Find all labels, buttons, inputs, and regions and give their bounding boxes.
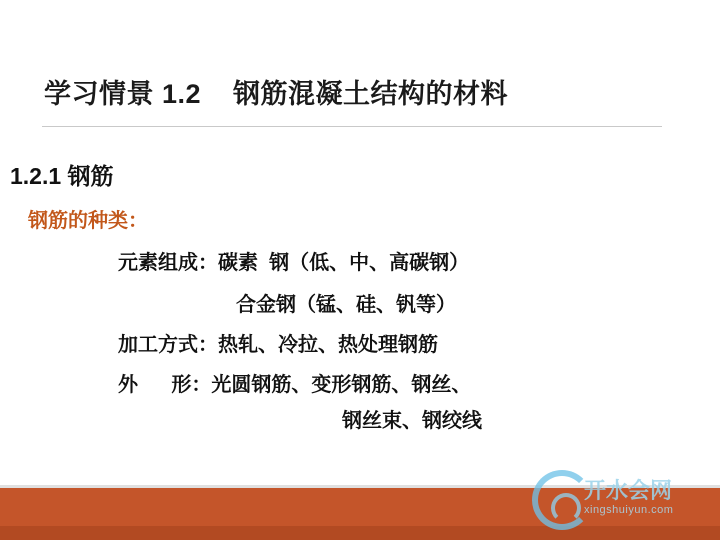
body-line: 加工方式：热轧、冷拉、热处理钢筋 [118,334,438,356]
footer-band-dark [0,526,720,540]
body-line: 合金钢（锰、硅、钒等） [236,294,456,316]
sub-heading: 钢筋的种类： [28,210,148,232]
body-line: 钢丝束、钢绞线 [342,410,482,432]
page-title: 学习情景 1.2 钢筋混凝土结构的材料 [44,79,509,109]
title-divider [42,126,662,127]
section-heading: 1.2.1 钢筋 [10,163,114,189]
watermark-url: xingshuiyun.com [584,504,674,516]
body-line: 外 形：光圆钢筋、变形钢筋、钢丝、 [118,374,472,396]
watermark-title: 开水会网 [584,478,673,503]
body-line: 元素组成：碳素 钢（低、中、高碳钢） [118,252,470,274]
